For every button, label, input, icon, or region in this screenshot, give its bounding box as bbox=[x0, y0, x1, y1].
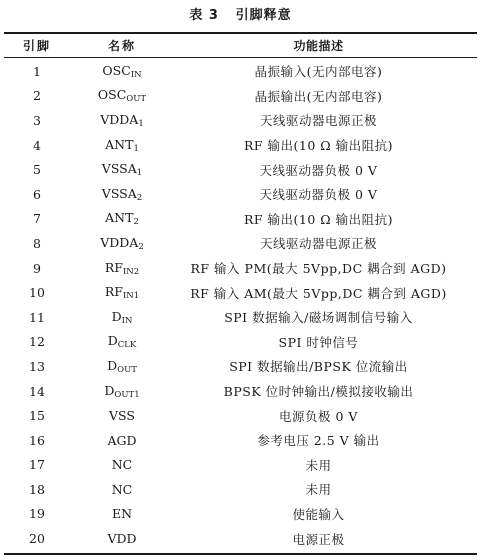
table-number: 表 3 bbox=[189, 8, 219, 23]
pin-name-text: VDDA bbox=[100, 234, 139, 250]
pin-description: RF 输入 AM(最大 5Vpp,DC 耦合到 AGD) bbox=[190, 285, 447, 301]
pin-name bbox=[70, 309, 174, 326]
pin-description: 天线驱动器电源正极 bbox=[259, 113, 377, 129]
table-row bbox=[4, 133, 477, 158]
pin-name bbox=[70, 383, 174, 400]
pin-description: RF 输入 PM(最大 5Vpp,DC 耦合到 AGD) bbox=[190, 261, 447, 277]
pin-name bbox=[70, 433, 174, 448]
pin-number: 8 bbox=[33, 235, 41, 251]
pin-name bbox=[70, 63, 174, 80]
table-row bbox=[4, 379, 477, 404]
pin-number: 19 bbox=[29, 506, 45, 522]
table-body bbox=[4, 59, 477, 551]
table-row bbox=[4, 477, 477, 502]
pin-description: 晶振输出(无内部电容) bbox=[254, 88, 383, 104]
pin-number: 9 bbox=[33, 260, 41, 276]
pin-description: RF 输出(10 Ω 输出阻抗) bbox=[243, 211, 394, 227]
pin-number: 5 bbox=[33, 162, 41, 178]
header-name: 名称 bbox=[107, 39, 136, 53]
pin-name-subscript: IN2 bbox=[122, 266, 140, 277]
table-row bbox=[4, 280, 477, 305]
pin-name-text: OSC bbox=[97, 87, 127, 103]
pin-name-text: EN bbox=[111, 506, 133, 522]
pin-number: 11 bbox=[29, 309, 45, 325]
pin-name-subscript: 2 bbox=[133, 217, 139, 228]
pin-description: RF 输出(10 Ω 输出阻抗) bbox=[243, 138, 394, 154]
pin-name bbox=[70, 506, 174, 521]
pin-number: 15 bbox=[29, 408, 45, 424]
pin-description: 使能输入 bbox=[292, 506, 345, 522]
table-row bbox=[4, 108, 477, 133]
pin-description: 电源负极 0 V bbox=[279, 408, 358, 424]
pin-name-text: D bbox=[111, 308, 122, 324]
pin-name-text: ANT bbox=[105, 136, 134, 152]
pin-description: 未用 bbox=[305, 482, 332, 498]
pin-number: 12 bbox=[29, 334, 45, 350]
pin-name bbox=[70, 87, 174, 104]
table-title: 引脚释意 bbox=[235, 8, 292, 23]
pin-description: 参考电压 2.5 V 输出 bbox=[257, 433, 380, 449]
pin-number: 1 bbox=[33, 63, 41, 79]
table-header-rule bbox=[4, 57, 477, 58]
pin-name bbox=[70, 137, 174, 154]
pin-number: 3 bbox=[33, 112, 41, 128]
pin-name-subscript: OUT1 bbox=[114, 389, 140, 400]
pin-name-subscript: IN1 bbox=[122, 291, 140, 302]
pin-name bbox=[70, 235, 174, 252]
table-row bbox=[4, 59, 477, 84]
pin-name-text: RF bbox=[104, 284, 123, 300]
pin-description: 天线驱动器负极 0 V bbox=[259, 187, 378, 203]
pin-name bbox=[70, 186, 174, 203]
pin-name-text: VSS bbox=[109, 408, 135, 424]
pin-name-text: OSC bbox=[102, 62, 131, 78]
pin-description: 电源正极 bbox=[292, 531, 345, 547]
pin-number: 14 bbox=[29, 383, 45, 399]
pin-name-text: VSSA bbox=[101, 161, 137, 177]
pin-name bbox=[70, 161, 174, 178]
pin-description: SPI 数据输入/磁场调制信号输入 bbox=[224, 310, 413, 326]
pin-number: 16 bbox=[29, 432, 45, 448]
table-row bbox=[4, 207, 477, 232]
table-row bbox=[4, 231, 477, 256]
pin-name-text: RF bbox=[104, 259, 123, 275]
pin-number: 13 bbox=[29, 358, 45, 374]
pin-description: 天线驱动器负极 0 V bbox=[259, 162, 378, 178]
pin-name bbox=[70, 358, 174, 375]
table-bottom-rule bbox=[4, 553, 477, 555]
pin-number: 2 bbox=[33, 88, 41, 104]
table-row bbox=[4, 305, 477, 330]
pin-name bbox=[70, 333, 174, 350]
pin-name-subscript: OUT bbox=[117, 364, 137, 375]
table-row bbox=[4, 256, 477, 281]
table-row bbox=[4, 526, 477, 551]
pin-name-text: NC bbox=[111, 457, 133, 473]
header-pin: 引脚 bbox=[22, 39, 51, 53]
table-row bbox=[4, 330, 477, 355]
table-caption bbox=[0, 6, 481, 26]
pin-name-subscript: 1 bbox=[138, 118, 144, 129]
table-row bbox=[4, 84, 477, 109]
pin-name bbox=[70, 531, 174, 546]
pin-name-text: D bbox=[107, 333, 118, 349]
table-row bbox=[4, 502, 477, 527]
pin-number: 17 bbox=[29, 457, 45, 473]
table-row bbox=[4, 403, 477, 428]
pin-number: 7 bbox=[33, 211, 41, 227]
pin-description: 天线驱动器电源正极 bbox=[259, 236, 377, 252]
pin-number: 18 bbox=[29, 481, 45, 497]
pin-name-text: ANT bbox=[105, 210, 134, 226]
table-header-row bbox=[4, 34, 477, 57]
pin-number: 4 bbox=[33, 137, 41, 153]
table-row bbox=[4, 182, 477, 207]
pin-description: BPSK 位时钟输出/模拟接收输出 bbox=[223, 384, 414, 400]
pin-name-subscript: 1 bbox=[133, 143, 139, 154]
pin-name bbox=[70, 210, 174, 227]
pin-name-text: NC bbox=[111, 481, 133, 497]
pin-name-text: VSSA bbox=[101, 185, 137, 201]
table-row bbox=[4, 157, 477, 182]
pin-description: SPI 数据输出/BPSK 位流输出 bbox=[229, 359, 408, 375]
table-row bbox=[4, 354, 477, 379]
pin-number: 10 bbox=[29, 285, 45, 301]
pin-name-subscript: 2 bbox=[136, 192, 143, 203]
table-row bbox=[4, 453, 477, 478]
pin-name-subscript: OUT bbox=[126, 94, 147, 105]
pin-name-subscript: IN bbox=[121, 315, 133, 326]
pin-name-subscript: 1 bbox=[136, 168, 143, 179]
pin-description: 晶振输入(无内部电容) bbox=[254, 64, 383, 80]
pin-name bbox=[70, 408, 174, 423]
pin-name-text: VDD bbox=[107, 531, 137, 547]
pin-name-text: D bbox=[107, 357, 118, 373]
pin-name-subscript: CLK bbox=[117, 340, 137, 351]
pin-name-text: AGD bbox=[107, 432, 137, 448]
pin-description: 未用 bbox=[305, 457, 332, 473]
pin-name bbox=[70, 284, 174, 301]
pin-name-text: VDDA bbox=[100, 111, 139, 127]
table-row bbox=[4, 428, 477, 453]
pin-number: 6 bbox=[33, 186, 41, 202]
pin-description: SPI 时钟信号 bbox=[278, 334, 359, 350]
pin-name-subscript: IN bbox=[130, 69, 142, 80]
pin-name bbox=[70, 457, 174, 472]
pin-name bbox=[70, 482, 174, 497]
header-description: 功能描述 bbox=[293, 39, 344, 53]
pin-number: 20 bbox=[29, 531, 45, 547]
pin-name bbox=[70, 112, 174, 129]
pin-name-subscript: 2 bbox=[138, 241, 144, 252]
pin-name-text: D bbox=[104, 382, 115, 398]
pin-name bbox=[70, 260, 174, 277]
